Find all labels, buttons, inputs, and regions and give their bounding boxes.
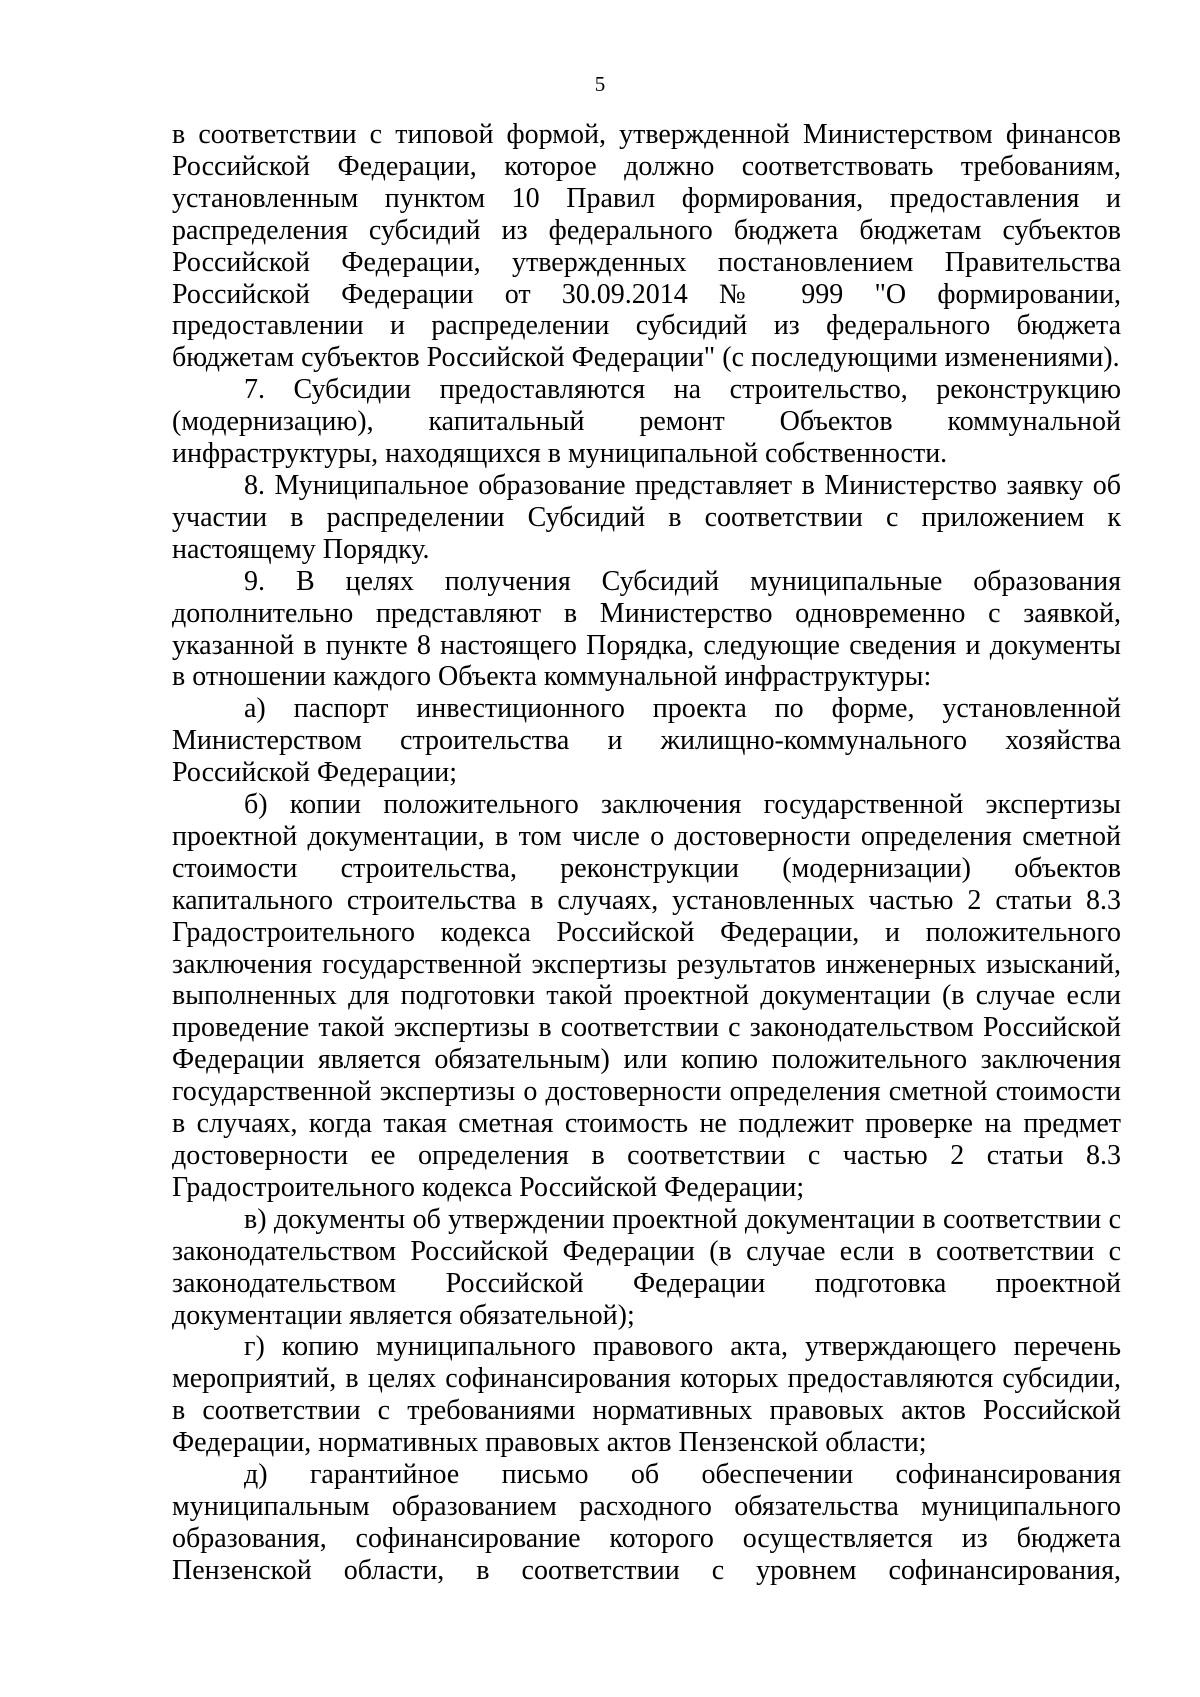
document-body — [172, 119, 1121, 1587]
paragraph-subitem-d: д) гарантийное письмо об обеспечении софинансирования муниципальным образованием расходного обязательства муниципального образования, софинансирование которого осуществляется из бюджета Пензенской области, в соответствии с уровнем софинансирования, — [172, 1459, 1121, 1586]
paragraph-continuation: в соответствии с типовой формой, утвержденной Министерством финансов Российской Федерации, которое должно соответствовать требованиям, установленным пунктом 10 Правил формирования, предоставления и распределения субсидий из федерального бюджета бюджетам субъектов Российской Федерации, утвержденных постановлением Правительства Российской Федерации от 30.09.2014 № 999 "О формировании, предоставлении и распределении субсидий из федерального бюджета бюджетам субъектов Российской Федерации" (с последующими изменениями). — [172, 119, 1121, 374]
paragraph-subitem-b: б) копии положительного заключения государственной экспертизы проектной документации, в том числе о достоверности определения сметной стоимости строительства, реконструкции (модернизации) объектов капитального строительства в случаях, установленных частью 2 статьи 8.3 Градостроительного кодекса Российской Федерации, и положительного заключения государственной экспертизы результатов инженерных изысканий, выполненных для подготовки такой проектной документации (в случае если проведение такой экспертизы в соответствии с законодательством Российской Федерации является обязательным) или копию положительного заключения государственной экспертизы о достоверности определения сметной стоимости в случаях, когда такая сметная стоимость не подлежит проверке на предмет достоверности ее определения в соответствии с частью 2 статьи 8.3 Градостроительного кодекса Российской Федерации; — [172, 789, 1121, 1203]
paragraph-subitem-a: а) паспорт инвестиционного проекта по форме, установленной Министерством строительства и жилищно-коммунального хозяйства Российской Федерации; — [172, 693, 1121, 789]
paragraph-subitem-v: в) документы об утверждении проектной документации в соответствии с законодательством Российской Федерации (в случае если в соответствии с законодательством Российской Федерации подготовка проектной документации является обязательной); — [172, 1203, 1121, 1331]
paragraph-item-9: 9. В целях получения Субсидий муниципальные образования дополнительно представляют в Министерство одновременно с заявкой, указанной в пункте 8 настоящего Порядка, следующие сведения и документы в отношении каждого Объекта коммунальной инфраструктуры: — [172, 565, 1121, 693]
paragraph-item-8: 8. Муниципальное образование представляет в Министерство заявку об участии в распределении Субсидий в соответствии с приложением к настоящему Порядку. — [172, 469, 1121, 565]
paragraph-item-7: 7. Субсидии предоставляются на строительство, реконструкцию (модернизацию), капитальный ремонт Объектов коммунальной инфраструктуры, находящихся в муниципальной собственности. — [172, 374, 1121, 470]
page-number: 5 — [594, 72, 606, 96]
paragraph-subitem-g: г) копию муниципального правового акта, утверждающего перечень мероприятий, в целях софинансирования которых предоставляются субсидии, в соответствии с требованиями нормативных правовых актов Российской Федерации, нормативных правовых актов Пензенской области; — [172, 1331, 1121, 1459]
